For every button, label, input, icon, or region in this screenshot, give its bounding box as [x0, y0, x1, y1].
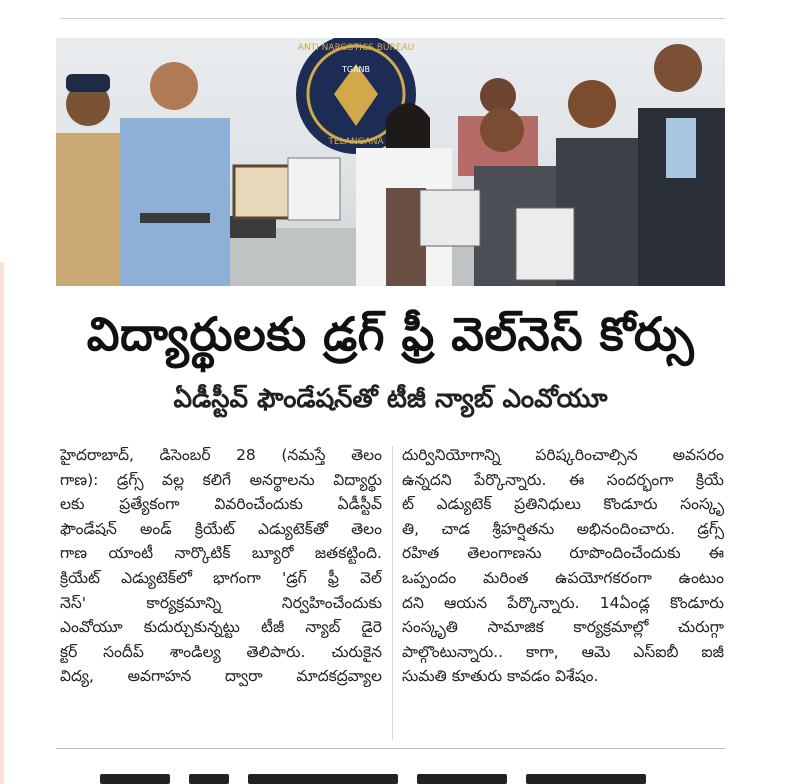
emblem-text-mid: TGANB — [341, 65, 371, 74]
news-photo — [56, 38, 725, 286]
body-line: ట్ ఎడ్యుటెక్ ప్రతినిధులు కొండూరు సంస్కృ — [402, 495, 724, 514]
body-line: నెస్' కార్యక్రమాన్ని నిర్వహించేందుకు — [60, 593, 382, 612]
body-line: సంస్కృతి సామాజిక కార్యక్రమాల్లో చురుగ్గా — [402, 618, 724, 637]
body-line: దని ఆయన పేర్కొన్నారు. 14ఏండ్ల కొండూరు — [402, 593, 724, 612]
photo-illustration — [56, 38, 725, 286]
body-line: క్టర్ సందీప్ శాండిల్య తెలిపారు. చురుకైన — [60, 642, 382, 661]
body-line: ఎంవోయూ కుదుర్చుకున్నట్టు టీజీ న్యాబ్ డైరె — [60, 618, 382, 637]
margin-strip — [0, 262, 4, 784]
body-line: ఒప్పందం మరింత ఉపయోగకరంగా ఉంటుం — [402, 568, 724, 587]
body-line: సుమతి కూతురు కావడం విశేషం. — [402, 667, 599, 686]
column-divider — [392, 446, 393, 740]
top-divider — [60, 18, 725, 19]
body-line: ఫౌండేషన్ అండ్ క్రియేట్ ఎడ్యుటెక్‌తో తెలం — [60, 519, 382, 538]
certificate-2 — [516, 208, 574, 280]
emblem-text-top: ANTI NARCOTICS BUREAU — [297, 43, 415, 53]
person-representative — [638, 44, 725, 286]
mou-document — [288, 158, 340, 220]
certificate-1 — [420, 190, 480, 246]
body-line: గాణ): డ్రగ్స్ వల్ల కలిగే అనర్థాలను విద్యార్థు — [60, 470, 382, 489]
body-line: పాల్గొంటున్నారు.. కాగా, ఆమె ఎస్‌ఐబీ ఐజీ — [402, 642, 724, 661]
bottom-divider — [56, 748, 725, 749]
next-article-headline-cropped — [100, 762, 700, 784]
body-line: గాణ యాంటీ నార్కొటిక్ బ్యూరో జతకట్టింది. — [60, 544, 382, 563]
presented-frame — [234, 166, 292, 218]
body-line: ఉన్నదని పేర్కొన్నారు. ఈ సందర్భంగా క్రియే — [402, 470, 724, 489]
body-column-right — [402, 443, 724, 689]
body-line: తి, చాడ శ్రీహర్షితను అభినందించారు. డ్రగ్స్ — [402, 519, 724, 538]
body-column-left — [60, 443, 382, 689]
emblem-text-bottom: TELANGANA — [328, 137, 384, 147]
headline: విద్యార్థులకు డ్రగ్ ఫ్రీ వెల్‌నెస్ కోర్సు — [86, 307, 695, 361]
body-line: దుర్వినియోగాన్ని పరిష్కరించాల్సిన అవసరం — [402, 446, 724, 464]
subheadline: ఏడీస్టీవ్ ఫౌండేషన్‌తో టీజీ న్యాబ్ ఎంవోయూ — [173, 384, 608, 414]
body-line: లకు ప్రత్యేకంగా వివరించేందుకు ఏడీస్టీవ్ — [60, 495, 382, 514]
body-line: హైదరాబాద్, డిసెంబర్ 28 (నమస్తే తెలం — [60, 446, 382, 464]
body-line: క్రియేట్ ఎడ్యుటెక్‌లో భాగంగా 'డ్రగ్ ఫ్రీ వెల్ — [60, 568, 382, 587]
body-line: రహిత తెలంగాణను రూపొందించేందుకు ఈ — [402, 544, 724, 563]
body-line: విద్య, అవగాహన ద్వారా మాదకద్రవ్యాల — [60, 667, 382, 686]
person-official — [120, 62, 230, 286]
